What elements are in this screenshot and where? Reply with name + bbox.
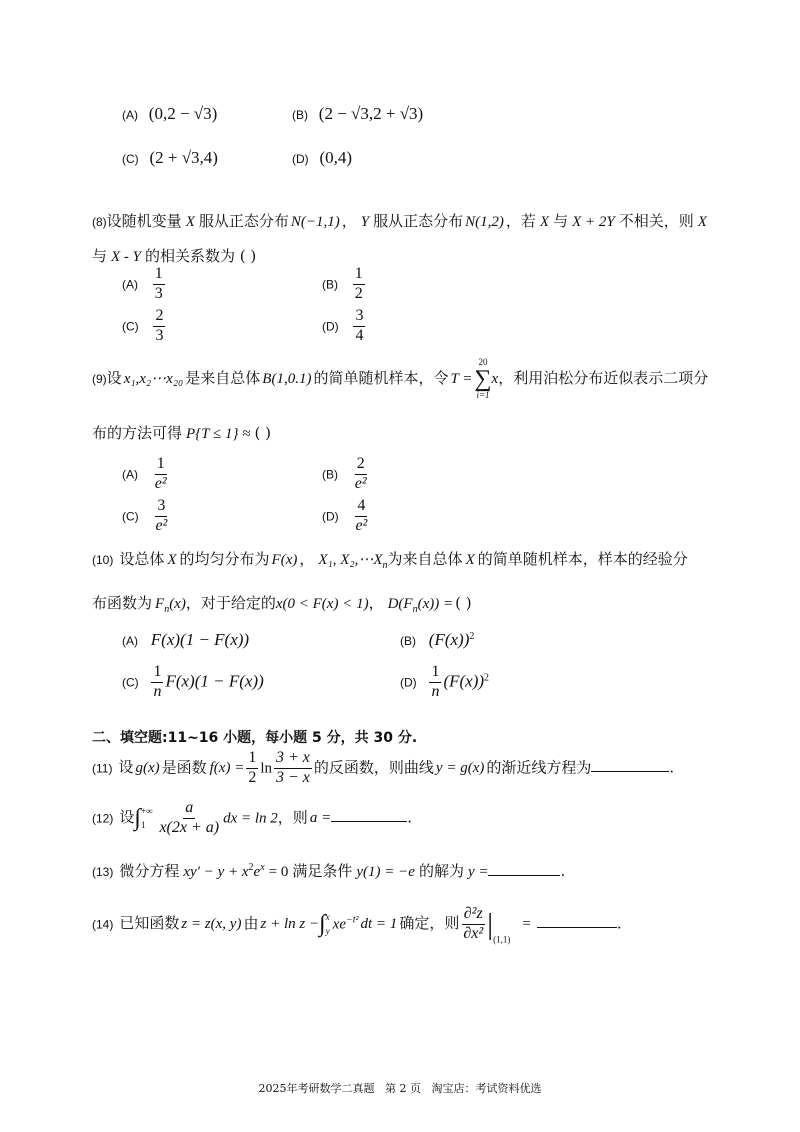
text: ， (341, 212, 357, 230)
option-label: (A) (122, 277, 138, 292)
section-heading: 二、填空题:11~16 小题，每小题 5 分，共 30 分. (92, 730, 418, 746)
text: 是函数 (161, 758, 207, 777)
question-number: (12) (92, 811, 114, 826)
q8-line1 (92, 210, 707, 231)
math-expr: N(1,2) (465, 214, 504, 230)
option-content: (0,2 − √3) (148, 104, 218, 123)
math-expr: x₁,x₂⋯x₂₀ (123, 371, 184, 387)
option-label: (D) (292, 152, 309, 166)
math-expr: X₁, X₂,⋯X (318, 552, 383, 568)
math-expr: e (253, 864, 261, 880)
fraction: $\frac{1}{n}$ (153, 663, 162, 700)
q10-option-b (400, 630, 474, 650)
answer-blank[interactable] (591, 771, 669, 772)
math-func: ln (260, 760, 272, 777)
option-label: (B) (322, 467, 338, 482)
text: ，利用泊松分布近似表示二项分 (498, 369, 709, 387)
text: 与 (92, 247, 108, 265)
fraction: $\frac{1}{3}$ (154, 265, 163, 302)
math-expr: y = g(x) (435, 760, 485, 777)
math-expr: X + 2Y (572, 214, 615, 230)
answer-blank[interactable] (488, 875, 560, 876)
math-var: X (185, 214, 195, 230)
text: ， (299, 550, 315, 568)
text: ，则 (277, 808, 308, 827)
q9-line1 (92, 358, 708, 400)
answer-blank[interactable] (537, 927, 617, 928)
text: ，对于给定的 (185, 594, 276, 612)
summation: 20 ∑ i=1 (474, 357, 492, 400)
math-expr: F(x) (271, 552, 298, 568)
integral-sign: ∫ (319, 910, 326, 937)
option-content: (0,4) (319, 148, 353, 167)
q8-option-d (322, 308, 367, 345)
q7-option-c (122, 148, 218, 168)
option-label: (B) (400, 634, 416, 648)
math-sup: 2 (469, 631, 475, 642)
text: . (407, 808, 412, 827)
text: 的反函数，则曲线 (313, 758, 434, 777)
text: 由 (243, 914, 259, 933)
integral-limits: x y (325, 911, 330, 937)
question-number: (9) (92, 372, 107, 386)
q9-line2 (92, 422, 271, 443)
fraction: $\frac{1}{2}$ (248, 749, 257, 786)
option-content: (2 + √3,4) (149, 148, 218, 167)
q8-line2 (92, 245, 256, 266)
math-expr: xy′ − y + x (183, 864, 249, 880)
math-expr: T = (450, 371, 473, 387)
math-expr: P{T ≤ 1} ≈ (186, 426, 251, 442)
text: 服从正态分布 (198, 212, 289, 230)
eval-bar: | (487, 907, 494, 941)
q9-option-b (322, 456, 371, 493)
q9-option-c (122, 498, 171, 535)
option-label: (D) (400, 675, 417, 690)
text: 布的方法可得 (92, 424, 183, 442)
text: 不相关，则 (618, 212, 694, 230)
text: . (669, 758, 675, 777)
question-number: (13) (92, 865, 114, 879)
text: 已知函数 (119, 914, 180, 933)
text: 设 (119, 808, 135, 827)
math-expr: y(1) = −e (356, 864, 415, 880)
math-expr: = (522, 916, 531, 933)
fraction: $\frac{3}{\text{e²}}$ (155, 497, 168, 534)
text: 设 (106, 369, 122, 387)
q10-option-a (122, 630, 249, 650)
text: . (560, 862, 566, 880)
q8-option-c (122, 308, 167, 345)
option-content: (F(x)) (428, 630, 470, 649)
text: . (616, 914, 622, 933)
math-var: F (155, 596, 165, 612)
q13-line (92, 860, 565, 881)
q10-line1 (92, 548, 688, 571)
option-label: (D) (322, 509, 339, 524)
text: 的简单随机样本，样本的经验分 (477, 550, 688, 568)
text: 的渐近线方程为 (486, 758, 592, 777)
fraction: $\frac{2}{3}$ (155, 307, 164, 344)
text: 确定，则 (399, 914, 460, 933)
eval-point: (1,1) (493, 934, 511, 945)
math-expr: (x)) = (417, 596, 454, 612)
math-sub: n (382, 560, 388, 571)
option-label: (C) (122, 509, 139, 524)
math-var: X (539, 214, 550, 230)
math-expr: dt = 1 (360, 916, 398, 933)
fraction: $\frac{a}{x(2x + a)}$ (159, 799, 220, 836)
text: 设随机变量 (106, 212, 182, 230)
math-expr: x(0 < F(x) < 1) (275, 596, 369, 612)
fraction: $\frac{\text{∂²z}}{\text{∂x²}}$ (463, 905, 484, 942)
q11-line (92, 750, 674, 787)
option-label: (C) (122, 152, 139, 166)
option-content: F(x)(1 − F(x)) (165, 671, 264, 691)
text: 设 (118, 758, 134, 777)
option-label: (C) (122, 319, 139, 334)
fraction: $\frac{1}{\text{e²}}$ (154, 455, 167, 492)
text: 微分方程 (119, 862, 180, 880)
math-expr: dx = ln 2 (223, 810, 278, 827)
fraction: $\frac{3}{4}$ (355, 307, 364, 344)
page-footer: 2025年考研数学二真题 第 2 页 淘宝店：考试资料优选 (258, 1082, 542, 1095)
math-expr: = 0 (268, 864, 289, 880)
question-number: (10) (92, 553, 114, 567)
question-number: (14) (92, 917, 114, 932)
text: 的解为 (418, 862, 464, 880)
text: ， (368, 594, 384, 612)
text: 的简单随机样本，令 (313, 369, 449, 387)
math-expr: g(x) (135, 760, 160, 777)
option-label: (D) (322, 319, 339, 334)
question-number: (11) (92, 761, 113, 776)
text: 的相关系数为 ( ) (145, 247, 257, 265)
integral-limits: +∞ 1 (140, 805, 153, 831)
q12-line (92, 800, 412, 837)
math-sup: −t² (345, 914, 359, 926)
option-content: F(x)(1 − F(x)) (150, 630, 250, 649)
text: 是来自总体 (185, 369, 261, 387)
math-expr: X - Y (111, 249, 142, 265)
option-label: (C) (122, 675, 139, 690)
text: ，若 (505, 212, 536, 230)
math-expr: B(1,0.1) (262, 371, 312, 387)
q14-line (92, 906, 622, 944)
math-expr: D(F (387, 596, 413, 612)
option-label: (A) (122, 108, 138, 122)
math-expr: z + ln z − (260, 916, 320, 933)
q9-option-d (322, 498, 371, 535)
fraction: $\frac{1}{2}$ (354, 265, 363, 302)
answer-blank[interactable] (331, 821, 407, 822)
math-expr: (x) (169, 596, 186, 612)
option-label: (A) (122, 467, 138, 482)
math-sup: x (260, 862, 265, 873)
option-content: (2 − √3,2 + √3) (318, 104, 424, 123)
fraction: $\frac{3 + x}{3 - x}$ (276, 749, 310, 786)
math-var: x (491, 371, 499, 387)
q10-line2 (92, 592, 472, 615)
math-sup: 2 (484, 672, 490, 684)
q8-option-a (122, 266, 167, 303)
q7-option-b (292, 104, 423, 124)
question-number: (8) (92, 215, 107, 229)
math-expr: y = (467, 864, 489, 880)
text: 的均匀分布为 (179, 550, 270, 568)
math-var: X (465, 552, 475, 568)
math-expr: a = (309, 810, 332, 827)
option-content: (F(x)) (443, 671, 485, 691)
math-expr: xe (332, 916, 346, 933)
q7-option-a (122, 104, 217, 124)
q8-option-b (322, 266, 367, 303)
integral-sign: ∫ (134, 804, 141, 831)
math-sub: n (164, 604, 170, 615)
text: 服从正态分布 (373, 212, 464, 230)
math-expr: N(−1,1) (290, 214, 340, 230)
q10-option-d (400, 664, 489, 701)
q10-option-c (122, 664, 264, 701)
text: 布函数为 (92, 594, 153, 612)
math-sup: 2 (248, 862, 254, 873)
option-label: (B) (322, 277, 338, 292)
q7-option-d (292, 148, 352, 168)
q9-option-a (122, 456, 171, 493)
option-label: (B) (292, 108, 308, 122)
text: 为来自总体 (387, 550, 463, 568)
fraction: $\frac{2}{\text{e²}}$ (354, 455, 367, 492)
math-sub: n (412, 604, 418, 615)
text: 与 (553, 212, 569, 230)
math-expr: z = z(x, y) (181, 916, 242, 933)
fraction: $\frac{1}{n}$ (431, 663, 440, 700)
text: 满足条件 (292, 862, 353, 880)
fraction: $\frac{4}{\text{e²}}$ (355, 497, 368, 534)
math-var: X (167, 552, 177, 568)
math-var: X (697, 214, 707, 230)
math-var: Y (360, 214, 370, 230)
text: 设总体 (119, 550, 165, 568)
text: ( ) (254, 424, 271, 442)
math-expr: f(x) = (209, 760, 245, 777)
text: ( ) (455, 594, 472, 612)
option-label: (A) (122, 634, 138, 648)
